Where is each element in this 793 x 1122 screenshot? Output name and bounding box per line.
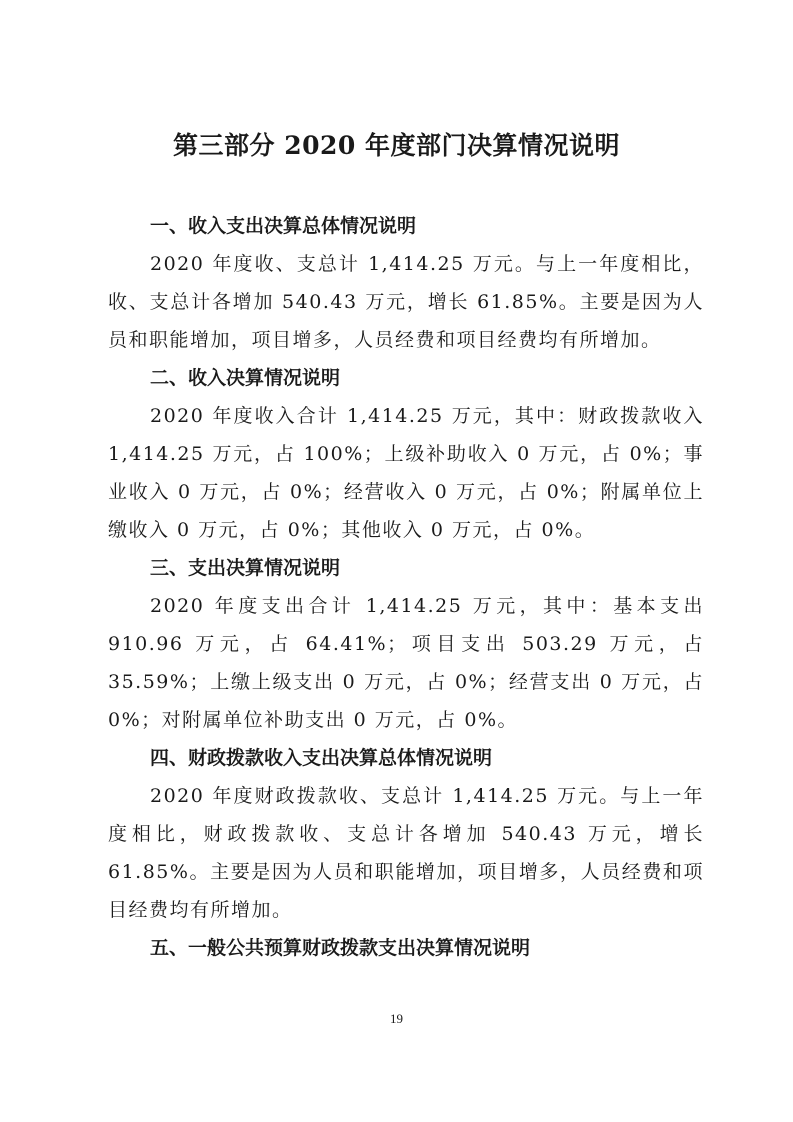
section-paragraph: 2020 年度收入合计 1,414.25 万元，其中：财政拨款收入 1,414.25 万元，占 100%；上级补助收入 0 万元，占 0%；事业收入 0 万元，占 0%；经营收入 0 万元，占 0%；附属单位上缴收入 0 万元，占 0%；其他收入 0 万元，占 0%。 xyxy=(108,405,704,541)
section-3 xyxy=(108,549,704,739)
section-heading: 一、收入支出决算总体情况说明 xyxy=(150,215,417,237)
document-title: 第三部分 2020 年度部门决算情况说明 xyxy=(173,131,620,160)
section-1 xyxy=(108,207,704,359)
section-5 xyxy=(108,929,704,967)
section-heading: 四、财政拨款收入支出决算总体情况说明 xyxy=(150,747,493,769)
section-paragraph: 2020 年度财政拨款收、支总计 1,414.25 万元。与上一年度相比，财政拨款收、支总计各增加 540.43 万元，增长 61.85%。主要是因为人员和职能增加，项目增多，人员经费和项目经费均有所增加。 xyxy=(108,785,704,921)
document-body xyxy=(108,207,704,967)
section-paragraph: 2020 年度收、支总计 1,414.25 万元。与上一年度相比，收、支总计各增加 540.43 万元，增长 61.85%。主要是因为人员和职能增加，项目增多，人员经费和项目经费均有所增加。 xyxy=(108,253,704,351)
section-2 xyxy=(108,359,704,549)
section-paragraph: 2020 年度支出合计 1,414.25 万元，其中：基本支出 910.96 万元，占 64.41%；项目支出 503.29 万元，占 35.59%；上缴上级支出 0 万元，占 0%；经营支出 0 万元，占 0%；对附属单位补助支出 0 万元，占 0%。 xyxy=(108,595,704,731)
page-number: 19 xyxy=(390,1011,403,1026)
section-4 xyxy=(108,739,704,929)
section-heading: 五、一般公共预算财政拨款支出决算情况说明 xyxy=(150,937,531,959)
section-heading: 二、收入决算情况说明 xyxy=(150,367,341,389)
section-heading: 三、支出决算情况说明 xyxy=(150,557,341,579)
